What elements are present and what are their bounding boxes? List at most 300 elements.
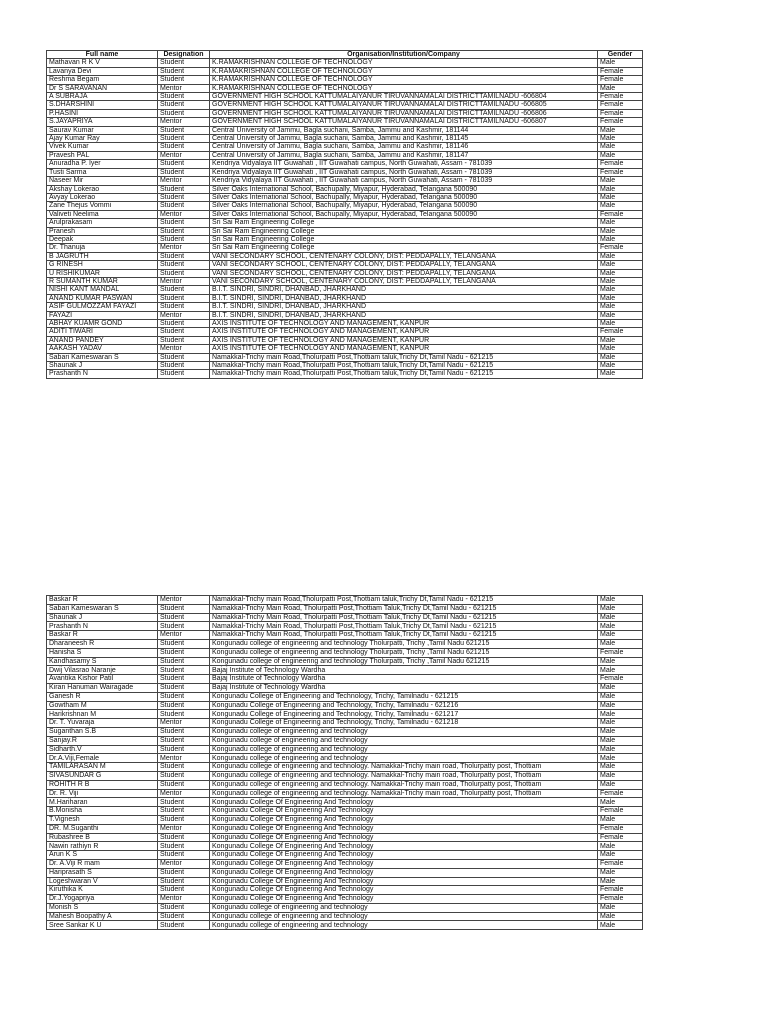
full-name-cell: S.JAYAPRIYA <box>47 118 158 126</box>
full-name-cell: Prashanth N <box>47 622 158 631</box>
full-name-cell: P.HASINI <box>47 109 158 117</box>
header-gender: Gender <box>598 51 643 59</box>
table-row <box>47 109 643 117</box>
gender-cell: Male <box>598 84 643 92</box>
designation-cell: Student <box>158 727 210 736</box>
table-row <box>47 227 643 235</box>
designation-cell: Mentor <box>158 244 210 252</box>
designation-cell: Student <box>158 877 210 886</box>
organisation-cell: B.I.T. SINDRI, SINDRI, DHANBAD, JHARKHAND <box>210 311 598 319</box>
gender-cell: Female <box>598 109 643 117</box>
organisation-cell: VANI SECONDARY SCHOOL, CENTENARY COLONY, DIST: PEDDAPALLY, TELANGANA <box>210 277 598 285</box>
full-name-cell: Dr.J.Yogapriya <box>47 895 158 904</box>
designation-cell: Student <box>158 798 210 807</box>
organisation-cell: Central University of Jammu, Bagla suchani, Samba, Jammu and Kashmir, 181145 <box>210 135 598 143</box>
designation-cell: Student <box>158 235 210 243</box>
organisation-cell: GOVERNMENT HIGH SCHOOL KATTUMALAIYANUR TIRUVANNAMALAI DISTRICTTAMILNADU -606807 <box>210 118 598 126</box>
full-name-cell: Anuradha P. Iyer <box>47 160 158 168</box>
table-row <box>47 151 643 159</box>
gender-cell: Male <box>598 151 643 159</box>
full-name-cell: Kiruthika K <box>47 886 158 895</box>
gender-cell: Female <box>598 328 643 336</box>
header-full-name: Full name <box>47 51 158 59</box>
table-row <box>47 683 643 692</box>
full-name-cell: AAKASH YADAV <box>47 345 158 353</box>
table-row <box>47 851 643 860</box>
organisation-cell: Kongunadu college of engineering and technology <box>210 921 598 930</box>
table-row <box>47 859 643 868</box>
organisation-cell: Namakkal-Trichy Main Road, Tholurpatti Post,Thottiam Taluk,Trichy Dt,Tamil Nadu - 621215 <box>210 622 598 631</box>
organisation-cell: Kongunadu College Of Engineering And Technology <box>210 877 598 886</box>
gender-cell: Male <box>598 311 643 319</box>
gender-cell: Female <box>598 789 643 798</box>
designation-cell: Student <box>158 362 210 370</box>
table-row <box>47 631 643 640</box>
full-name-cell: Dharaneesh R <box>47 639 158 648</box>
full-name-cell: S.DHARSHINI <box>47 101 158 109</box>
gender-cell: Male <box>598 710 643 719</box>
organisation-cell: K.RAMAKRISHNAN COLLEGE OF TECHNOLOGY <box>210 67 598 75</box>
full-name-cell: Rubashree B <box>47 833 158 842</box>
gender-cell: Male <box>598 842 643 851</box>
organisation-cell: Central University of Jammu, Bagla suchani, Samba, Jammu and Kashmir, 181147 <box>210 151 598 159</box>
organisation-cell: Namakkal-Trichy main Road,Tholurpatti Post,Thottiam taluk,Trichy Dt,Tamil Nadu - 621215 <box>210 353 598 361</box>
table-row <box>47 286 643 294</box>
gender-cell: Male <box>598 185 643 193</box>
organisation-cell: B.I.T. SINDRI, SINDRI, DHANBAD, JHARKHAND <box>210 294 598 302</box>
gender-cell: Male <box>598 345 643 353</box>
designation-cell: Student <box>158 639 210 648</box>
gender-cell: Male <box>598 59 643 67</box>
full-name-cell: Naseer Mir <box>47 177 158 185</box>
organisation-cell: Central University of Jammu, Bagla suchani, Samba, Jammu and Kashmir, 181146 <box>210 143 598 151</box>
organisation-cell: GOVERNMENT HIGH SCHOOL KATTUMALAIYANUR TIRUVANNAMALAI DISTRICTTAMILNADU -606805 <box>210 101 598 109</box>
full-name-cell: ANAND PANDEY <box>47 336 158 344</box>
table-row <box>47 193 643 201</box>
header-organisation: Organisation/Institution/Company <box>210 51 598 59</box>
organisation-cell: Namakkal-Trichy main Road,Tholurpatti Post,Thottiam taluk,Trichy Dt,Tamil Nadu - 621215 <box>210 362 598 370</box>
organisation-cell: K.RAMAKRISHNAN COLLEGE OF TECHNOLOGY <box>210 59 598 67</box>
full-name-cell: Saurav Kumar <box>47 126 158 134</box>
table-row <box>47 824 643 833</box>
designation-cell: Student <box>158 851 210 860</box>
table-row <box>47 84 643 92</box>
designation-cell: Student <box>158 185 210 193</box>
designation-cell: Student <box>158 193 210 201</box>
designation-cell: Mentor <box>158 596 210 605</box>
designation-cell: Student <box>158 320 210 328</box>
organisation-cell: Kendriya Vidyalaya IIT Guwahati , IIT Guwahati campus, North Guwahati, Assam - 781039 <box>210 177 598 185</box>
table-row <box>47 118 643 126</box>
gender-cell: Male <box>598 219 643 227</box>
table-row <box>47 604 643 613</box>
gender-cell: Male <box>598 370 643 378</box>
organisation-cell: Kongunadu college of engineering and technology. Namakkal-Trichy main road, Tholurpatty post, Thottiam <box>210 763 598 772</box>
participants-table-2 <box>46 595 643 930</box>
table-row <box>47 320 643 328</box>
table-row <box>47 370 643 378</box>
gender-cell: Male <box>598 754 643 763</box>
full-name-cell: DR. M.Suganthi <box>47 824 158 833</box>
full-name-cell: ANAND KUMAR PASWAN <box>47 294 158 302</box>
gender-cell: Male <box>598 851 643 860</box>
gender-cell: Male <box>598 135 643 143</box>
designation-cell: Student <box>158 763 210 772</box>
gender-cell: Male <box>598 622 643 631</box>
table-row <box>47 126 643 134</box>
full-name-cell: Dr. T. Yuvaraja <box>47 719 158 728</box>
table-row <box>47 692 643 701</box>
designation-cell: Mentor <box>158 345 210 353</box>
gender-cell: Male <box>598 303 643 311</box>
table-row <box>47 261 643 269</box>
table-row <box>47 303 643 311</box>
designation-cell: Student <box>158 622 210 631</box>
table-row <box>47 701 643 710</box>
designation-cell: Student <box>158 921 210 930</box>
full-name-cell: Sabari Kameswaran S <box>47 604 158 613</box>
full-name-cell: Mathavan R K V <box>47 59 158 67</box>
full-name-cell: FAYAZI <box>47 311 158 319</box>
gender-cell: Male <box>598 286 643 294</box>
gender-cell: Male <box>598 763 643 772</box>
organisation-cell: Bajaj Institute of Technology Wardha <box>210 666 598 675</box>
designation-cell: Student <box>158 135 210 143</box>
organisation-cell: Sri Sai Ram Engineering College <box>210 244 598 252</box>
gender-cell: Male <box>598 701 643 710</box>
gender-cell: Female <box>598 118 643 126</box>
organisation-cell: Silver Oaks International School, Bachupally, Miyapur, Hyderabad, Telangana 500090 <box>210 185 598 193</box>
designation-cell: Student <box>158 76 210 84</box>
full-name-cell: M.Hariharan <box>47 798 158 807</box>
designation-cell: Mentor <box>158 177 210 185</box>
designation-cell: Mentor <box>158 151 210 159</box>
full-name-cell: Dr. R. Viji <box>47 789 158 798</box>
table-row <box>47 76 643 84</box>
organisation-cell: Kongunadu college of engineering and technology <box>210 754 598 763</box>
designation-cell: Student <box>158 745 210 754</box>
full-name-cell: Gowtham M <box>47 701 158 710</box>
full-name-cell: Sree Sankar K U <box>47 921 158 930</box>
organisation-cell: Sri Sai Ram Engineering College <box>210 227 598 235</box>
table-1-body <box>47 59 643 378</box>
designation-cell: Student <box>158 67 210 75</box>
gender-cell: Male <box>598 727 643 736</box>
organisation-cell: Kendriya Vidyalaya IIT Guwahati , IIT Guwahati campus, North Guwahati, Assam - 781039 <box>210 168 598 176</box>
organisation-cell: Silver Oaks International School, Bachupally, Miyapur, Hyderabad, Telangana 500090 <box>210 210 598 218</box>
table-row <box>47 886 643 895</box>
table-row <box>47 269 643 277</box>
organisation-cell: VANI SECONDARY SCHOOL, CENTENARY COLONY, DIST: PEDDAPALLY, TELANGANA <box>210 261 598 269</box>
table-row <box>47 67 643 75</box>
organisation-cell: Kongunadu college of engineering and technology Tholurpatti, Trichy ,Tamil Nadu 621215 <box>210 639 598 648</box>
gender-cell: Female <box>598 895 643 904</box>
full-name-cell: Nawin rathiyn R <box>47 842 158 851</box>
full-name-cell: R SUMANTH KUMAR <box>47 277 158 285</box>
table-row <box>47 101 643 109</box>
full-name-cell: Arulprakasam <box>47 219 158 227</box>
designation-cell: Student <box>158 736 210 745</box>
full-name-cell: Kiran Hanuman Wairagade <box>47 683 158 692</box>
gender-cell: Male <box>598 336 643 344</box>
organisation-cell: AXIS INSTITUTE OF TECHNOLOGY AND MANAGEMENT, KANPUR <box>210 328 598 336</box>
designation-cell: Student <box>158 868 210 877</box>
designation-cell: Student <box>158 353 210 361</box>
table-row <box>47 177 643 185</box>
table-row <box>47 311 643 319</box>
designation-cell: Student <box>158 815 210 824</box>
organisation-cell: Namakkal-Trichy Main Road, Tholurpatti Post,Thottiam Taluk,Trichy Dt,Tamil Nadu - 621215 <box>210 631 598 640</box>
full-name-cell: ABHAY KUAMR GOND <box>47 320 158 328</box>
gender-cell: Male <box>598 719 643 728</box>
organisation-cell: Kongunadu College Of Engineering And Technology <box>210 842 598 851</box>
gender-cell: Male <box>598 613 643 622</box>
gender-cell: Male <box>598 294 643 302</box>
full-name-cell: Valiveti Neelima <box>47 210 158 218</box>
table-row <box>47 596 643 605</box>
full-name-cell: Sanjay.R <box>47 736 158 745</box>
designation-cell: Student <box>158 648 210 657</box>
gender-cell: Female <box>598 824 643 833</box>
organisation-cell: K.RAMAKRISHNAN COLLEGE OF TECHNOLOGY <box>210 84 598 92</box>
table-row <box>47 903 643 912</box>
gender-cell: Female <box>598 76 643 84</box>
designation-cell: Student <box>158 666 210 675</box>
gender-cell: Male <box>598 903 643 912</box>
organisation-cell: Kongunadu College of Engineering and Technology, Trichy, Tamilnadu - 621215 <box>210 692 598 701</box>
full-name-cell: TAMILARASAN M <box>47 763 158 772</box>
table-row <box>47 328 643 336</box>
organisation-cell: Kongunadu college of engineering and technology <box>210 736 598 745</box>
full-name-cell: T.Vignesh <box>47 815 158 824</box>
table-row <box>47 842 643 851</box>
organisation-cell: Kongunadu College Of Engineering And Technology <box>210 798 598 807</box>
header-row <box>47 51 643 59</box>
full-name-cell: NISHI KANT MANDAL <box>47 286 158 294</box>
designation-cell: Student <box>158 126 210 134</box>
table-row <box>47 745 643 754</box>
full-name-cell: Ajay Kumar Ray <box>47 135 158 143</box>
table-row <box>47 143 643 151</box>
full-name-cell: Pranesh <box>47 227 158 235</box>
organisation-cell: Kongunadu College Of Engineering And Technology <box>210 851 598 860</box>
organisation-cell: Kongunadu college of engineering and technology Tholurpatti, Trichy ,Tamil Nadu 621215 <box>210 657 598 666</box>
designation-cell: Student <box>158 93 210 101</box>
organisation-cell: Kongunadu College Of Engineering And Technology <box>210 815 598 824</box>
table-row <box>47 771 643 780</box>
organisation-cell: Namakkal-Trichy Main Road, Tholurpatti Post,Thottiam Taluk,Trichy Dt,Tamil Nadu - 621215 <box>210 604 598 613</box>
designation-cell: Student <box>158 227 210 235</box>
gender-cell: Male <box>598 604 643 613</box>
table-row <box>47 252 643 260</box>
gender-cell: Male <box>598 235 643 243</box>
gender-cell: Female <box>598 101 643 109</box>
table-row <box>47 877 643 886</box>
designation-cell: Student <box>158 59 210 67</box>
designation-cell: Student <box>158 701 210 710</box>
designation-cell: Student <box>158 286 210 294</box>
table-row <box>47 763 643 772</box>
organisation-cell: K.RAMAKRISHNAN COLLEGE OF TECHNOLOGY <box>210 76 598 84</box>
designation-cell: Student <box>158 328 210 336</box>
full-name-cell: Arun K S <box>47 851 158 860</box>
organisation-cell: Kongunadu college of engineering and technology <box>210 903 598 912</box>
header-designation: Designation <box>158 51 210 59</box>
gender-cell: Male <box>598 912 643 921</box>
table-row <box>47 613 643 622</box>
designation-cell: Student <box>158 692 210 701</box>
gender-cell: Male <box>598 780 643 789</box>
table-row <box>47 675 643 684</box>
organisation-cell: Kongunadu College Of Engineering And Technology <box>210 859 598 868</box>
organisation-cell: Kongunadu College Of Engineering And Technology <box>210 895 598 904</box>
full-name-cell: Shaunak J <box>47 613 158 622</box>
gender-cell: Female <box>598 859 643 868</box>
full-name-cell: Deepak <box>47 235 158 243</box>
designation-cell: Student <box>158 336 210 344</box>
designation-cell: Mentor <box>158 789 210 798</box>
organisation-cell: VANI SECONDARY SCHOOL, CENTENARY COLONY, DIST: PEDDAPALLY, TELANGANA <box>210 269 598 277</box>
full-name-cell: Dr S SARAVANAN <box>47 84 158 92</box>
designation-cell: Student <box>158 710 210 719</box>
organisation-cell: Sri Sai Ram Engineering College <box>210 219 598 227</box>
table-row <box>47 135 643 143</box>
designation-cell: Mentor <box>158 311 210 319</box>
full-name-cell: Monish S <box>47 903 158 912</box>
designation-cell: Student <box>158 683 210 692</box>
organisation-cell: Kongunadu college of engineering and technology <box>210 727 598 736</box>
designation-cell: Student <box>158 261 210 269</box>
table-row <box>47 294 643 302</box>
designation-cell: Student <box>158 771 210 780</box>
gender-cell: Male <box>598 631 643 640</box>
gender-cell: Male <box>598 798 643 807</box>
designation-cell: Mentor <box>158 754 210 763</box>
full-name-cell: Zane Thejus Vommi <box>47 202 158 210</box>
full-name-cell: Logeshwaran V <box>47 877 158 886</box>
table-row <box>47 666 643 675</box>
full-name-cell: Kandhasamy S <box>47 657 158 666</box>
full-name-cell: Ganesh R <box>47 692 158 701</box>
table-row <box>47 362 643 370</box>
organisation-cell: Kongunadu College of Engineering and Technology, Trichy, Tamilnadu - 621218 <box>210 719 598 728</box>
gender-cell: Male <box>598 666 643 675</box>
table-row <box>47 833 643 842</box>
full-name-cell: Lavanya Devi <box>47 67 158 75</box>
full-name-cell: A SUBRAJA <box>47 93 158 101</box>
table-row <box>47 719 643 728</box>
designation-cell: Student <box>158 807 210 816</box>
gender-cell: Female <box>598 168 643 176</box>
table-row <box>47 798 643 807</box>
table-row <box>47 168 643 176</box>
full-name-cell: SIVASUNDAR G <box>47 771 158 780</box>
table-row <box>47 622 643 631</box>
gender-cell: Female <box>598 886 643 895</box>
organisation-cell: Kongunadu College Of Engineering And Technology <box>210 824 598 833</box>
table-2-body <box>47 596 643 930</box>
organisation-cell: Kongunadu college of engineering and technology Tholurpatti, Trichy ,Tamil Nadu 621215 <box>210 648 598 657</box>
gender-cell: Male <box>598 596 643 605</box>
designation-cell: Student <box>158 269 210 277</box>
designation-cell: Mentor <box>158 277 210 285</box>
gender-cell: Male <box>598 261 643 269</box>
designation-cell: Mentor <box>158 84 210 92</box>
designation-cell: Student <box>158 252 210 260</box>
full-name-cell: Prashanth N <box>47 370 158 378</box>
gender-cell: Male <box>598 877 643 886</box>
designation-cell: Student <box>158 912 210 921</box>
gender-cell: Female <box>598 833 643 842</box>
organisation-cell: Central University of Jammu, Bagla suchani, Samba, Jammu and Kashmir, 181144 <box>210 126 598 134</box>
table-row <box>47 912 643 921</box>
designation-cell: Student <box>158 780 210 789</box>
designation-cell: Student <box>158 903 210 912</box>
organisation-cell: Bajaj Institute of Technology Wardha <box>210 675 598 684</box>
gender-cell: Male <box>598 193 643 201</box>
gender-cell: Female <box>598 93 643 101</box>
designation-cell: Student <box>158 294 210 302</box>
designation-cell: Student <box>158 303 210 311</box>
organisation-cell: Kongunadu College Of Engineering And Technology <box>210 886 598 895</box>
organisation-cell: Bajaj Institute of Technology Wardha <box>210 683 598 692</box>
full-name-cell: Reshma Begam <box>47 76 158 84</box>
designation-cell: Student <box>158 160 210 168</box>
designation-cell: Mentor <box>158 631 210 640</box>
designation-cell: Student <box>158 101 210 109</box>
gender-cell: Female <box>598 807 643 816</box>
table-row <box>47 639 643 648</box>
gender-cell: Male <box>598 143 643 151</box>
gender-cell: Female <box>598 244 643 252</box>
gender-cell: Male <box>598 126 643 134</box>
organisation-cell: Kongunadu College of Engineering and Technology, Trichy, Tamilnadu - 621217 <box>210 710 598 719</box>
table-row <box>47 895 643 904</box>
full-name-cell: Baskar R <box>47 596 158 605</box>
organisation-cell: B.I.T. SINDRI, SINDRI, DHANBAD, JHARKHAND <box>210 303 598 311</box>
organisation-cell: Kongunadu college of engineering and technology <box>210 745 598 754</box>
table-row <box>47 244 643 252</box>
table-row <box>47 868 643 877</box>
table-row <box>47 93 643 101</box>
organisation-cell: B.I.T. SINDRI, SINDRI, DHANBAD, JHARKHAND <box>210 286 598 294</box>
participants-table-1 <box>46 50 643 379</box>
full-name-cell: U RISHIKUMAR <box>47 269 158 277</box>
gender-cell: Female <box>598 210 643 218</box>
designation-cell: Student <box>158 202 210 210</box>
full-name-cell: Suganthan S.B <box>47 727 158 736</box>
organisation-cell: Kongunadu College Of Engineering And Technology <box>210 807 598 816</box>
table-row <box>47 185 643 193</box>
designation-cell: Mentor <box>158 895 210 904</box>
designation-cell: Student <box>158 842 210 851</box>
organisation-cell: AXIS INSTITUTE OF TECHNOLOGY AND MANAGEMENT, KANPUR <box>210 336 598 344</box>
full-name-cell: G RINESH <box>47 261 158 269</box>
gender-cell: Male <box>598 745 643 754</box>
gender-cell: Female <box>598 648 643 657</box>
organisation-cell: Kongunadu college of engineering and technology. Namakkal-Trichy main road, Tholurpatty post, Thottiam <box>210 789 598 798</box>
organisation-cell: Silver Oaks International School, Bachupally, Miyapur, Hyderabad, Telangana 500090 <box>210 202 598 210</box>
full-name-cell: Hariprasath S <box>47 868 158 877</box>
table-row <box>47 727 643 736</box>
gender-cell: Male <box>598 639 643 648</box>
organisation-cell: Sri Sai Ram Engineering College <box>210 235 598 243</box>
organisation-cell: GOVERNMENT HIGH SCHOOL KATTUMALAIYANUR TIRUVANNAMALAI DISTRICTTAMILNADU -606804 <box>210 93 598 101</box>
full-name-cell: ADITI TIWARI <box>47 328 158 336</box>
designation-cell: Student <box>158 657 210 666</box>
organisation-cell: Kongunadu college of engineering and technology. Namakkal-Trichy main road, Tholurpatty post, Thottiam <box>210 771 598 780</box>
full-name-cell: ROHITH R B <box>47 780 158 789</box>
